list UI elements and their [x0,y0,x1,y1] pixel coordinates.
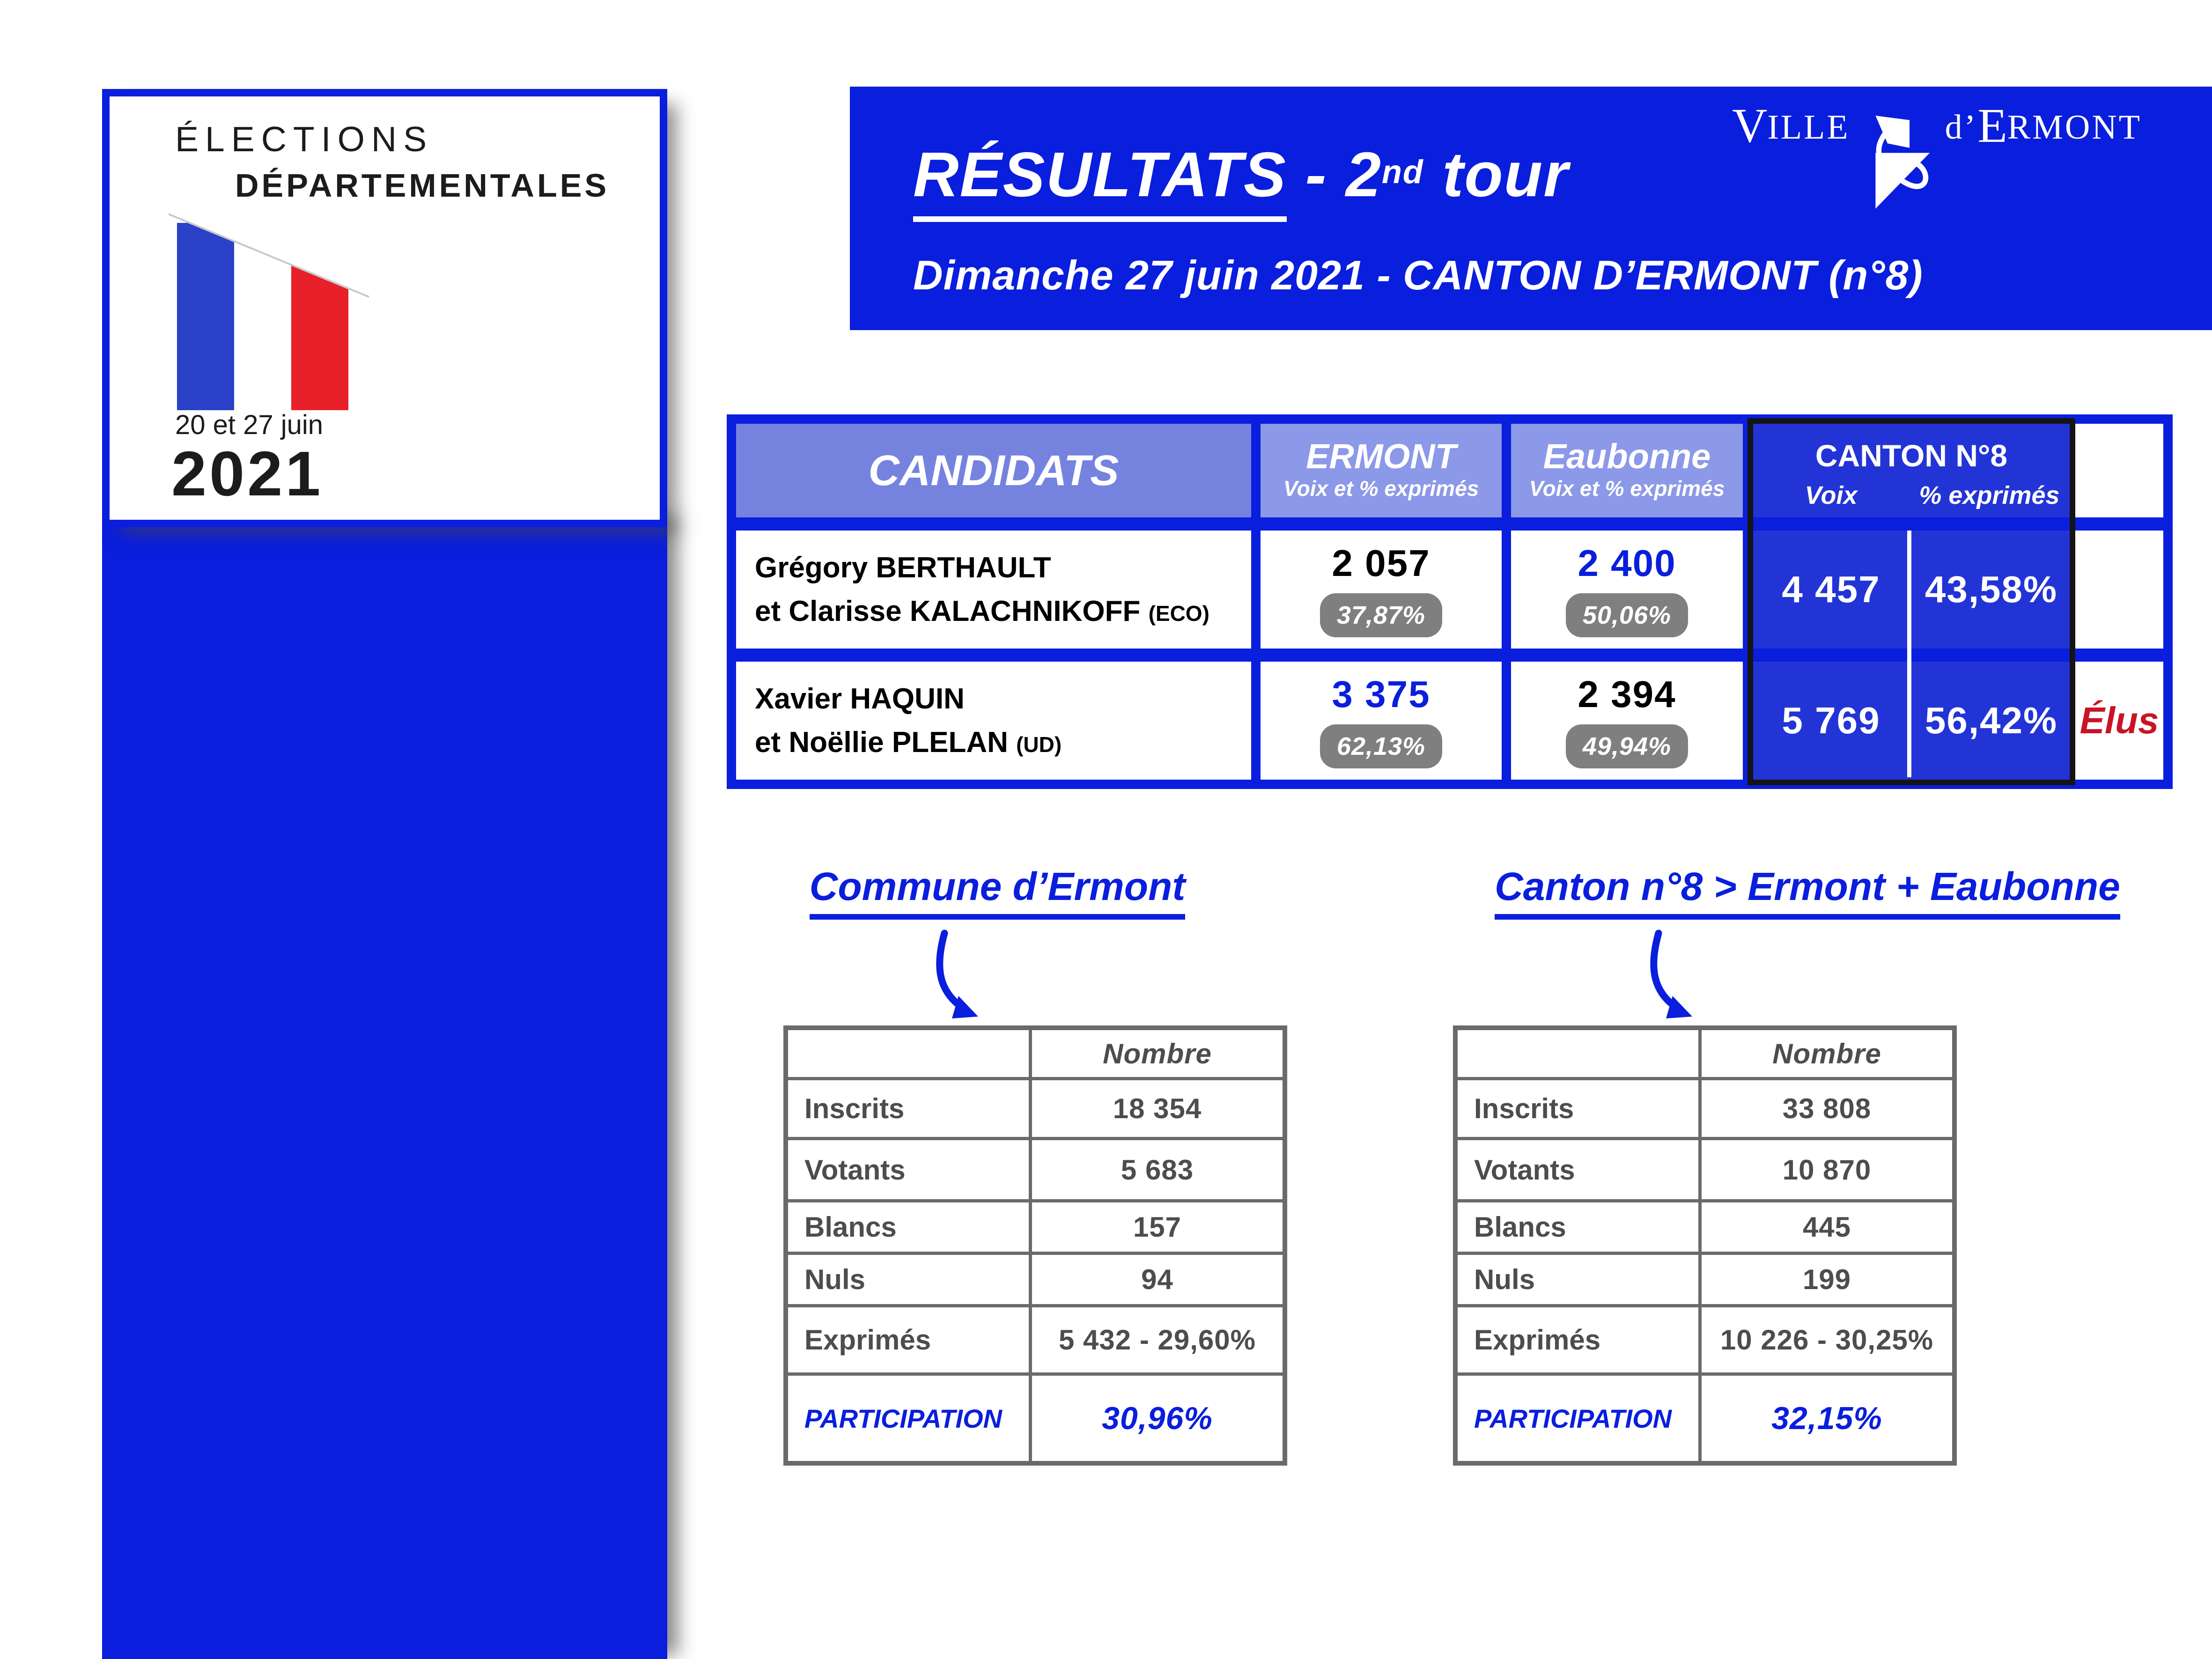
election-dates: 20 et 27 juin [175,410,324,440]
ermont-emblem-icon [1857,104,1939,221]
stat-value: 445 [1802,1211,1851,1243]
party-label: (UD) [1016,732,1062,757]
stat-value: 199 [1802,1264,1851,1295]
banner-title-results: RÉSULTATS [913,139,1287,222]
eaubonne-label: Eaubonne [1543,437,1711,476]
canton-pct-header: % exprimés [1919,481,2060,509]
city-logo-text: E [1977,99,2007,153]
row-2-eaubonne-result [1511,662,1743,780]
election-year: 2021 [171,438,324,509]
arrow-down-icon [929,929,1004,1028]
section-title-text: Canton n°8 > Ermont + Eaubonne [1495,864,2120,920]
banner-title-dash: - [1286,139,1346,210]
canton-voix-header: Voix [1805,481,1858,509]
candidate-name: Xavier HAQUIN [755,683,965,715]
commune-section-title [749,864,1246,920]
votes-value: 3 375 [1332,673,1430,715]
separator [1753,517,2070,531]
table-row [788,1252,1283,1304]
empty-header-cell [1458,1030,1702,1077]
results-table [727,414,2173,789]
stat-value: 5 432 - 29,60% [1059,1324,1256,1356]
elections-label: ÉLECTIONS [175,119,434,159]
percentage-pill: 62,13% [1320,724,1442,768]
stat-value: 94 [1141,1264,1173,1295]
participation-row [788,1372,1283,1461]
table-row [788,1304,1283,1372]
canton-pct-value: 43,58% [1924,568,2058,610]
banner-subtitle: Dimanche 27 juin 2021 - CANTON D’ERMONT (n°8) [913,252,1923,298]
stat-value: 5 683 [1121,1154,1194,1186]
candidate-name: et Clarisse KALACHNIKOFF [755,595,1149,627]
banner-title-ordinal: nd [1382,153,1424,190]
candidats-label: CANDIDATS [868,446,1119,494]
row-1-eaubonne-result [1511,531,1743,649]
french-flag-icon [169,204,370,420]
row-1-ermont-result [1261,531,1502,649]
stat-label: Exprimés [1458,1307,1702,1372]
table-row [1458,1304,1952,1372]
stat-value: 33 808 [1782,1093,1872,1124]
banner-title-tour: tour [1423,139,1569,210]
candidate-name: et Noëllie PLELAN [755,726,1017,759]
banner-title [913,138,1569,211]
participation-value: 32,15% [1771,1401,1882,1436]
stat-value: 10 226 - 30,25% [1720,1324,1934,1356]
table-row [788,1077,1283,1137]
stat-label: Nuls [788,1255,1032,1304]
votes-value: 2 400 [1578,542,1676,584]
stat-label: Blancs [788,1202,1032,1252]
candidate-row-1-names [736,531,1251,649]
table-row [1458,1077,1952,1137]
empty-header-cell [788,1030,1032,1077]
participation-label: PARTICIPATION [1458,1376,1702,1461]
column-header-ermont [1261,424,1502,517]
canton-section-title [1442,864,2173,920]
stat-label: Nuls [1458,1255,1702,1304]
ermont-label: ERMONT [1306,437,1456,476]
canton-n8-block [1747,418,2075,785]
canton-header: CANTON N°8 [1815,438,2008,473]
percentage-pill: 50,06% [1566,593,1688,637]
ville-ermont-logo [1732,99,2142,221]
column-header-candidats [736,424,1251,517]
participation-row [1458,1372,1952,1461]
canton-votes-value: 4 457 [1782,568,1880,610]
stat-label: Inscrits [788,1080,1032,1137]
banner-title-number: 2 [1345,139,1382,210]
table-row [788,1137,1283,1199]
percentage-pill: 49,94% [1566,724,1688,768]
table-row [788,1199,1283,1252]
stat-label: Votants [788,1140,1032,1199]
section-title-text: Commune d’Ermont [810,864,1186,920]
elections-logo-box [102,89,667,527]
status-label: Élus [2079,700,2159,741]
stat-label: Votants [1458,1140,1702,1199]
city-logo-text: d’ [1945,108,1978,147]
ermont-subheader: Voix et % exprimés [1283,476,1479,501]
eaubonne-subheader: Voix et % exprimés [1529,476,1725,501]
participation-value: 30,96% [1102,1401,1213,1436]
stat-label: Exprimés [788,1307,1032,1372]
percentage-pill: 37,87% [1320,593,1442,637]
departementales-label: DÉPARTEMENTALES [235,167,610,204]
stat-label: Inscrits [1458,1080,1702,1137]
column-header-eaubonne [1511,424,1743,517]
canton-pct-value: 56,42% [1924,700,2058,741]
canton-votes-value: 5 769 [1782,700,1880,741]
separator [1753,649,2070,662]
participation-label: PARTICIPATION [788,1376,1032,1461]
party-label: (ECO) [1148,601,1209,626]
city-logo-text: V [1732,99,1768,153]
arrow-down-icon [1644,929,1718,1028]
city-logo-text: ILLE [1767,108,1850,147]
stat-value: 18 354 [1113,1093,1202,1124]
stat-value: 157 [1133,1211,1182,1243]
votes-value: 2 057 [1332,542,1430,584]
table-row [1458,1030,1952,1077]
results-banner [850,87,2212,330]
nombre-header: Nombre [1103,1038,1212,1069]
table-row [1458,1252,1952,1304]
table-row [788,1030,1283,1077]
table-row [1458,1137,1952,1199]
commune-stats-table [783,1025,1287,1466]
stat-value: 10 870 [1782,1154,1872,1186]
city-logo-text: RMONT [2007,108,2142,147]
row-2-status-cell [2075,662,2163,780]
nombre-header: Nombre [1772,1038,1881,1069]
table-row [1458,1199,1952,1252]
row-2-ermont-result [1261,662,1502,780]
column-header-status-empty [2075,424,2163,517]
stat-label: Blancs [1458,1202,1702,1252]
votes-value: 2 394 [1578,673,1676,715]
row-1-status-cell [2075,531,2163,649]
candidate-row-2-names [736,662,1251,780]
candidate-name: Grégory BERTHAULT [755,552,1051,584]
canton-stats-table [1453,1025,1957,1466]
sidebar-blue-bar [102,513,667,1659]
